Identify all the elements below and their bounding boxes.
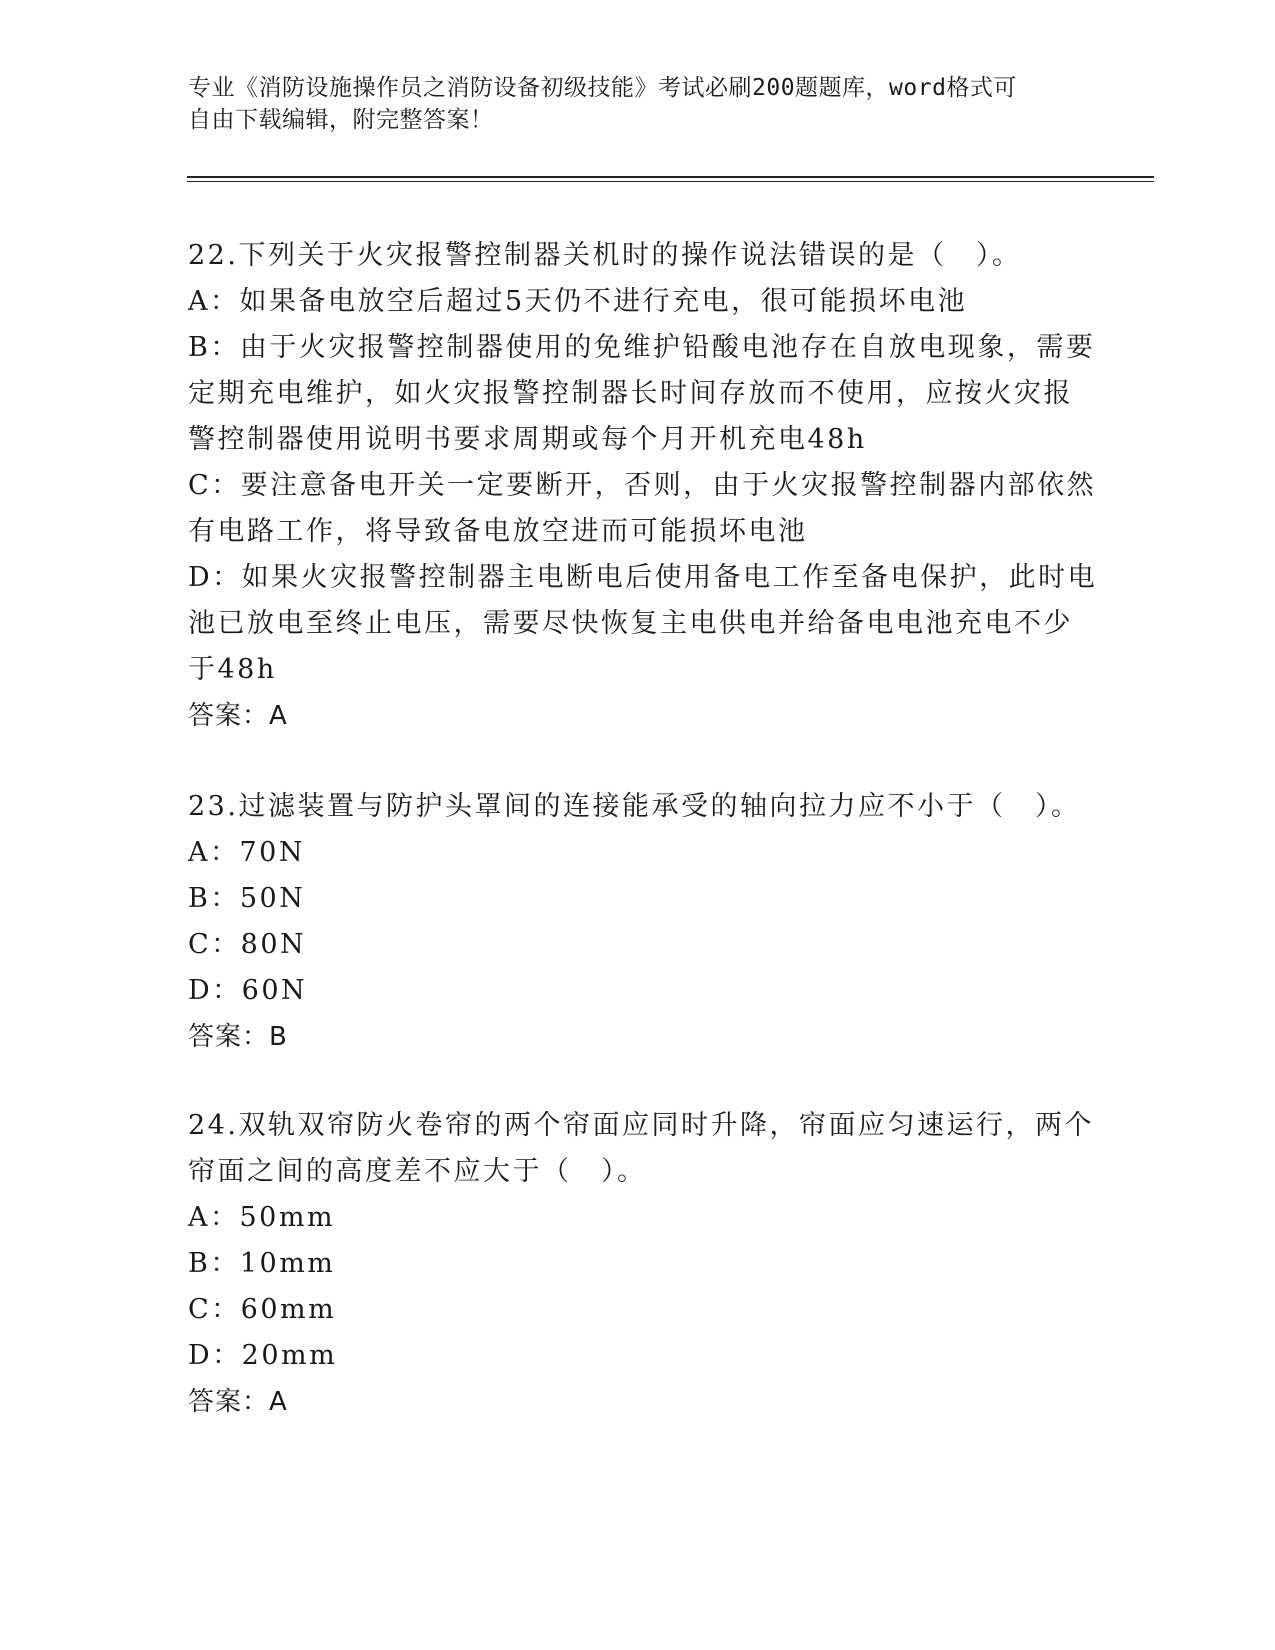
question-stem: 24.双轨双帘防火卷帘的两个帘面应同时升降，帘面应匀速运行，两个 (188, 1110, 1094, 1141)
header-divider-thin (187, 181, 1154, 182)
question-stem: 22.下列关于火灾报警控制器关机时的操作说法错误的是（ ）。 (188, 240, 1022, 271)
option-c-continued: 有电路工作，将导致备电放空进而可能损坏电池 (188, 516, 808, 547)
document-header (188, 72, 1088, 136)
option-c: C：80N (188, 929, 307, 960)
question-23 (188, 784, 1088, 1060)
option-a: A：70N (188, 837, 305, 868)
question-22 (188, 233, 1098, 739)
option-b: B：由于火灾报警控制器使用的免维护铅酸电池存在自放电现象，需要 (188, 332, 1096, 363)
option-b: B：10mm (188, 1248, 336, 1279)
option-a: A：50mm (188, 1202, 336, 1233)
answer-label: 答案：B (188, 1022, 288, 1052)
header-divider-thick (187, 176, 1154, 178)
answer-label: 答案：A (188, 1387, 288, 1417)
option-b-continued: 定期充电维护，如火灾报警控制器长时间存放而不使用，应按火灾报 (188, 378, 1073, 409)
option-d-continued: 池已放电至终止电压，需要尽快恢复主电供电并给备电电池充电不少 (188, 608, 1073, 639)
option-c: C：60mm (188, 1294, 337, 1325)
question-stem: 23.过滤装置与防护头罩间的连接能承受的轴向拉力应不小于（ ）。 (188, 791, 1081, 822)
header-title-line-1: 专业《消防设施操作员之消防设备初级技能》考试必刷200题题库，word格式可 (188, 75, 1017, 101)
option-b: B：50N (188, 883, 306, 914)
option-d-continued: 于48h (188, 654, 277, 685)
answer-label: 答案：A (188, 701, 288, 731)
option-d: D：60N (188, 975, 308, 1006)
question-24 (188, 1103, 1094, 1425)
option-b-continued: 警控制器使用说明书要求周期或每个月开机充电48h (188, 424, 867, 455)
header-title-line-2: 自由下载编辑，附完整答案！ (188, 107, 494, 133)
option-d: D：如果火灾报警控制器主电断电后使用备电工作至备电保护，此时电 (188, 562, 1098, 593)
option-c: C：要注意备电开关一定要断开，否则，由于火灾报警控制器内部依然 (188, 470, 1097, 501)
option-a: A：如果备电放空后超过5天仍不进行充电，很可能损坏电池 (188, 286, 968, 317)
question-stem-continued: 帘面之间的高度差不应大于（ ）。 (188, 1156, 647, 1187)
option-d: D：20mm (188, 1340, 338, 1371)
